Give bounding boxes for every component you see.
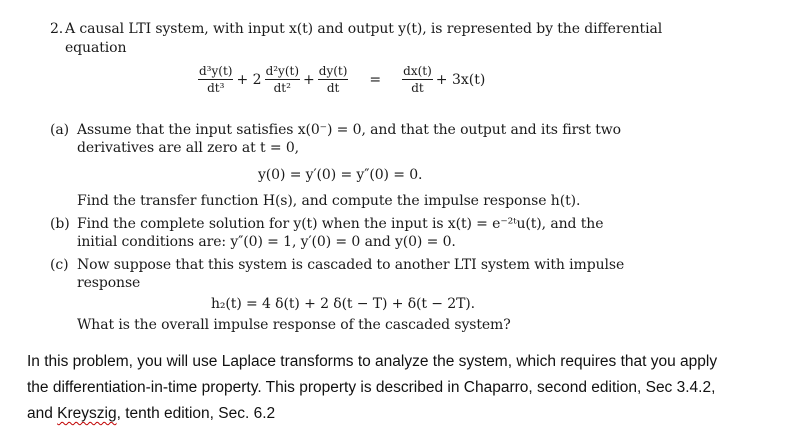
problem-intro-line2: equation bbox=[65, 40, 127, 56]
eq-t2-den: dt² bbox=[273, 81, 291, 95]
part-b-label: (b) bbox=[50, 216, 70, 232]
differential-equation bbox=[198, 64, 485, 95]
eq-term-second-derivative bbox=[265, 64, 300, 95]
part-a-line3: Find the transfer function H(s), and compute the impulse response h(t). bbox=[77, 193, 581, 209]
eq-t3-num: dy(t) bbox=[318, 64, 348, 78]
part-a-label: (a) bbox=[50, 122, 69, 138]
part-c-label: (c) bbox=[50, 257, 69, 273]
part-b-line1: Find the complete solution for y(t) when the input is x(t) = e⁻²ᵗu(t), and the bbox=[77, 216, 604, 232]
note-line1: In this problem, you will use Laplace transforms to analyze the system, which requires that you apply bbox=[27, 353, 718, 370]
eq-equals: = bbox=[369, 71, 382, 88]
part-c-line1: Now suppose that this system is cascaded to another LTI system with impulse bbox=[77, 257, 625, 273]
part-a-display-eq: y(0) = y′(0) = y″(0) = 0. bbox=[258, 167, 423, 183]
part-c-display-eq: h₂(t) = 4 δ(t) + 2 δ(t − T) + δ(t − 2T). bbox=[211, 296, 476, 312]
note-line3-prefix: and bbox=[27, 405, 58, 422]
eq-t2-num: d²y(t) bbox=[265, 64, 300, 78]
eq-term-first-derivative bbox=[318, 64, 349, 95]
eq-t3-den: dt bbox=[326, 81, 340, 95]
eq-op2: + bbox=[303, 71, 315, 88]
note-line3 bbox=[27, 402, 275, 426]
eq-term-input-derivative bbox=[402, 64, 433, 95]
problem-intro-line1: A causal LTI system, with input x(t) and output y(t), is represented by the differential bbox=[65, 21, 663, 37]
part-c-line3: What is the overall impulse response of the cascaded system? bbox=[77, 317, 511, 333]
problem-number: 2. bbox=[50, 21, 64, 37]
part-b-line2: initial conditions are: y″(0) = 1, y′(0) = 0 and y(0) = 0. bbox=[77, 234, 456, 250]
eq-t1-den: dt³ bbox=[207, 81, 225, 95]
part-a-line1: Assume that the input satisfies x(0⁻) = 0, and that the output and its first two bbox=[77, 122, 621, 138]
note-line2: the differentiation-in-time property. This property is described in Chaparro, second edition, Sec 3.4.2, bbox=[27, 379, 716, 396]
eq-r1-num: dx(t) bbox=[403, 64, 432, 78]
eq-op1: + 2 bbox=[236, 71, 262, 88]
eq-r1-den: dt bbox=[411, 81, 424, 95]
eq-term-third-derivative bbox=[198, 64, 233, 95]
note-line3-suffix: , tenth edition, Sec. 6.2 bbox=[116, 405, 276, 422]
eq-t1-num: d³y(t) bbox=[199, 64, 233, 78]
spellcheck-flagged-word[interactable]: Kreyszig bbox=[57, 405, 117, 422]
eq-rhs-rest: + 3x(t) bbox=[435, 71, 486, 88]
part-a-line2: derivatives are all zero at t = 0, bbox=[77, 140, 300, 156]
part-c-line2: response bbox=[77, 275, 141, 291]
